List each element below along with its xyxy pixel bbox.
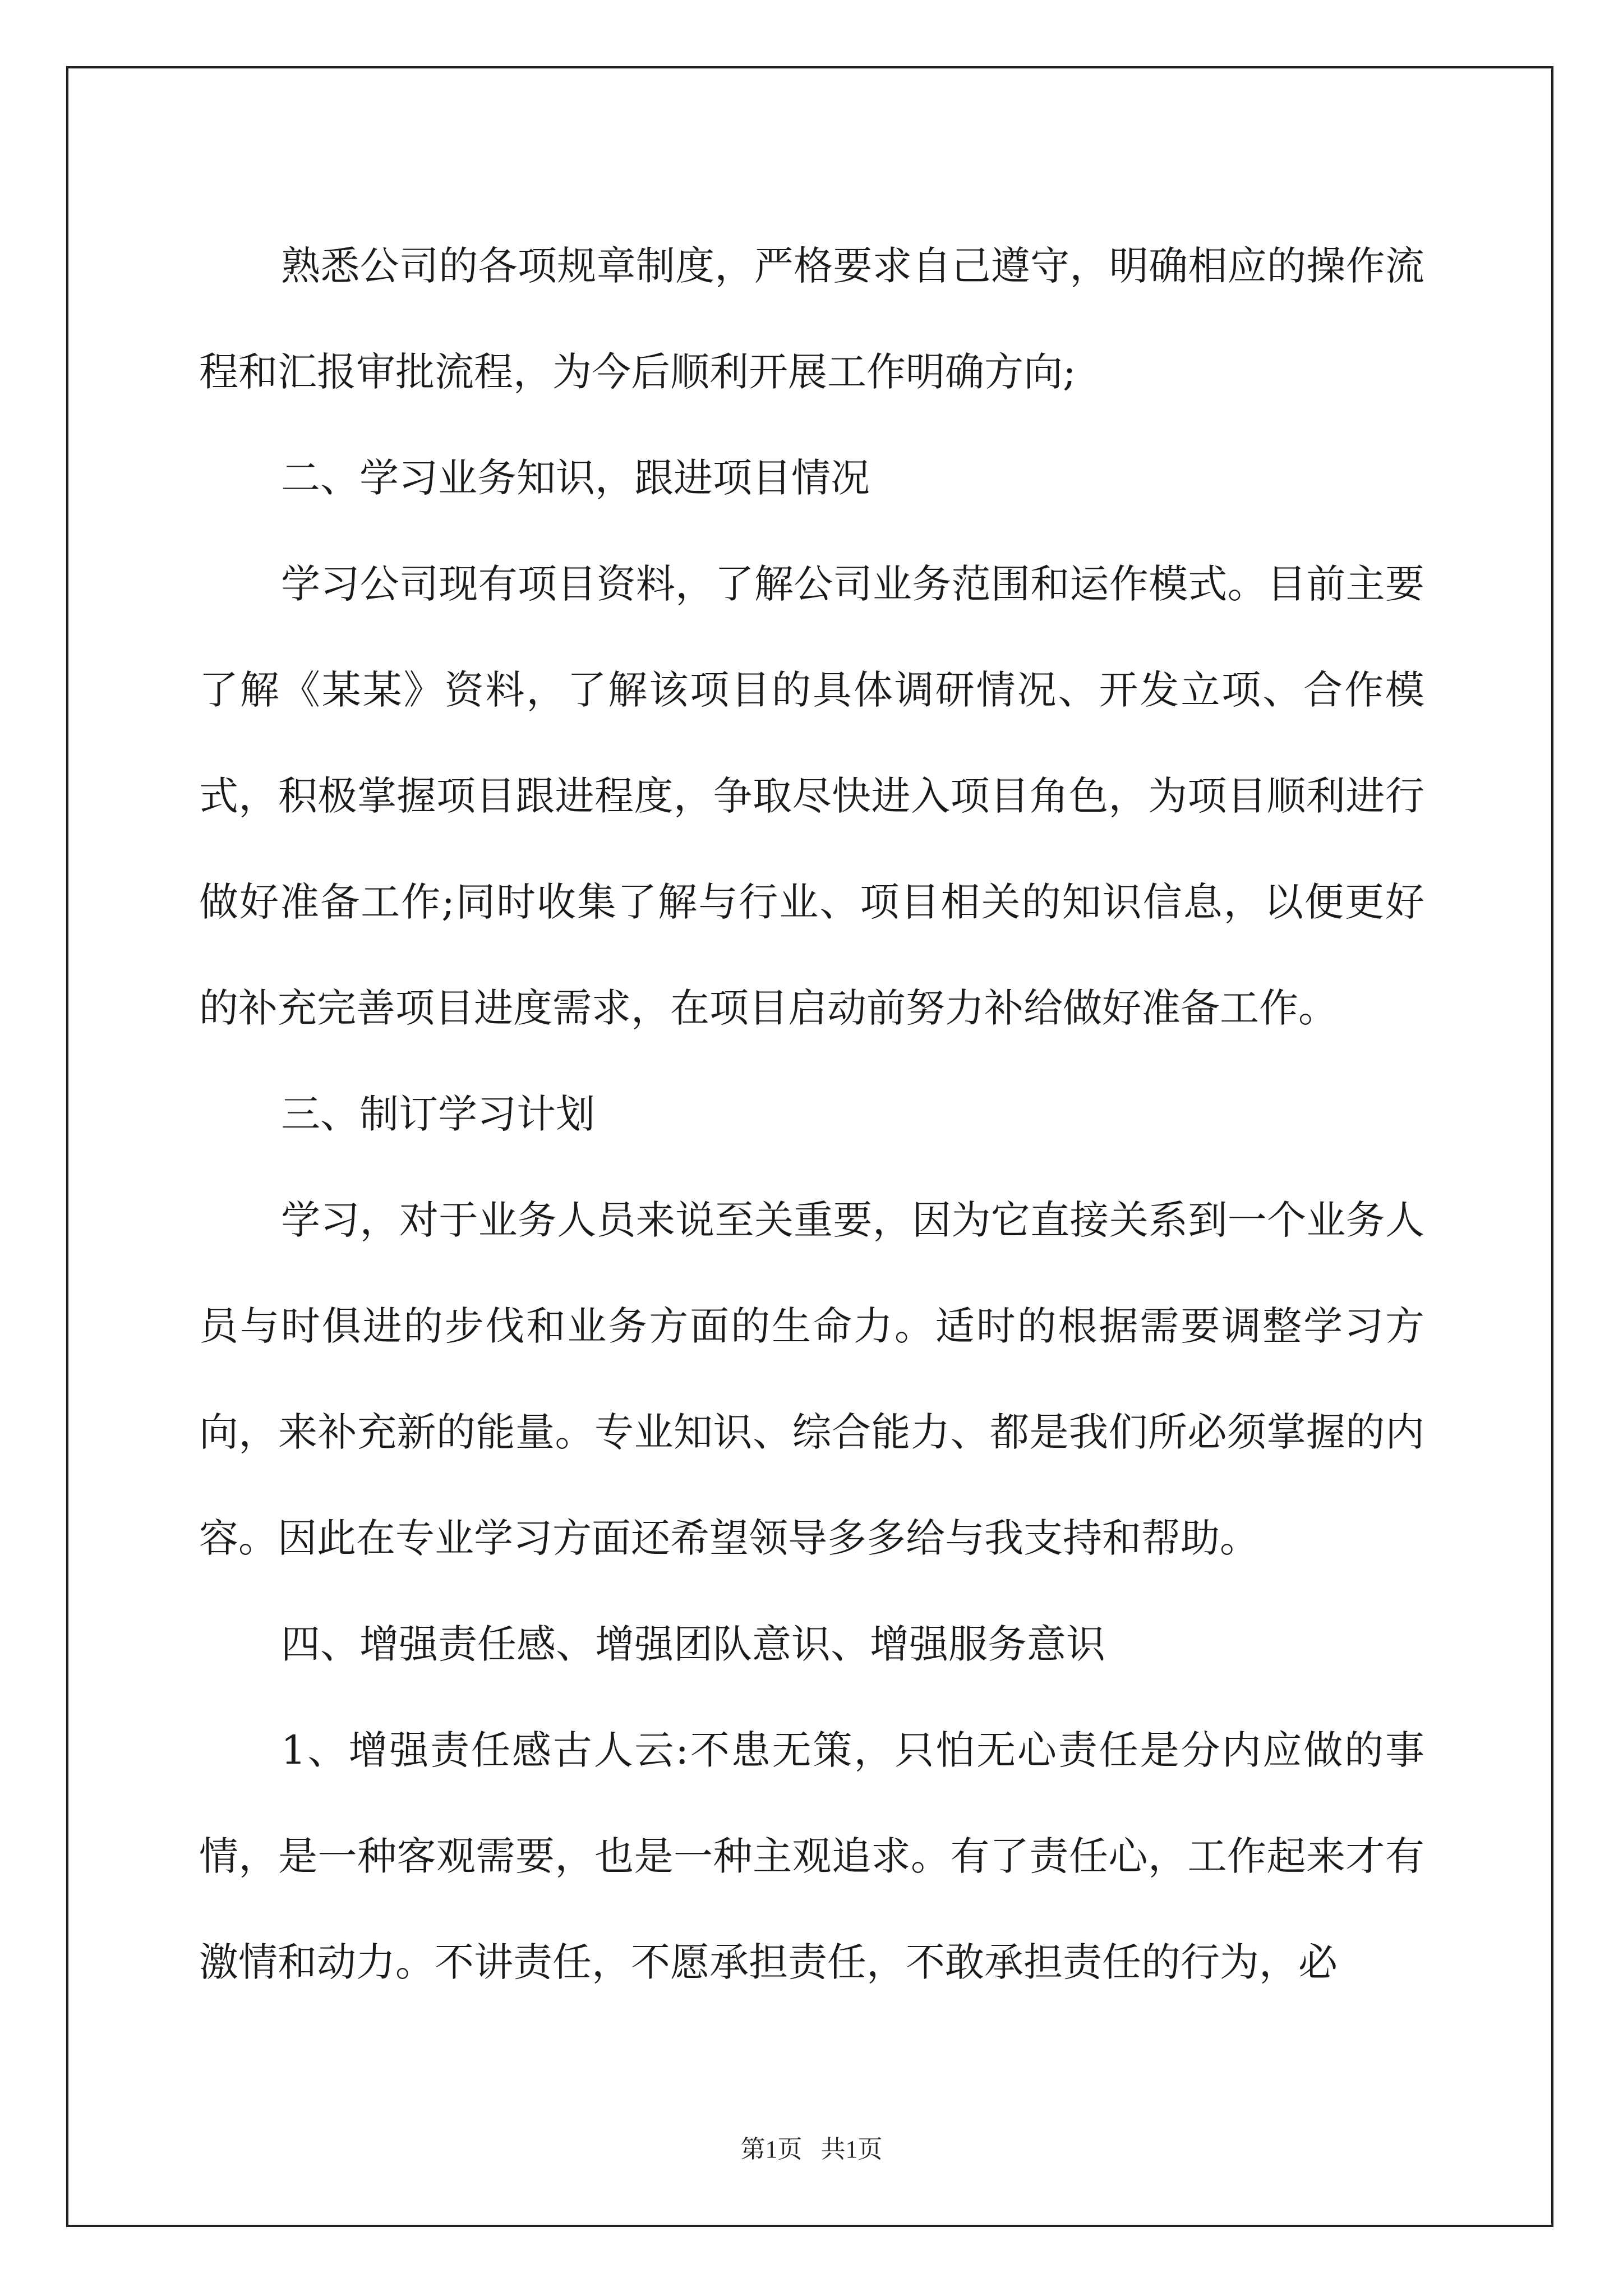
paragraph-2: 学习公司现有项目资料，了解公司业务范围和运作模式。目前主要了解《某某》资料，了解该项目的具体调研情况、开发立项、合作模式，积极掌握项目跟进程度，争取尽快进入项目角色，为项目顺利进行做好准备工作;同时收集了解与行业、项目相关的知识信息，以便更好的补充完善项目进度需求，在项目启动前努力补给做好准备工作。	[199, 561, 1424, 1031]
section-heading-2: 二、学习业务知识，跟进项目情况	[281, 455, 870, 501]
paragraph-3: 学习，对于业务人员来说至关重要，因为它直接关系到一个业务人员与时俱进的步伐和业务方面的生命力。适时的根据需要调整学习方向，来补充新的能量。专业知识、综合能力、都是我们所必须掌握的内容。因此在专业学习方面还希望领导多多给与我支持和帮助。	[199, 1197, 1424, 1561]
section-heading-3: 三、制订学习计划	[281, 1091, 595, 1137]
section-heading-4: 四、增强责任感、增强团队意识、增强服务意识	[281, 1621, 1105, 1667]
page-number-footer: 第1页 共1页	[740, 2136, 883, 2163]
paragraph-4: 1、增强责任感古人云:不患无策，只怕无心责任是分内应做的事情，是一种客观需要，也是一种主观追求。有了责任心，工作起来才有激情和动力。不讲责任，不愿承担责任，不敢承担责任的行为，必	[199, 1727, 1424, 1985]
paragraph-1: 熟悉公司的各项规章制度，严格要求自己遵守，明确相应的操作流程和汇报审批流程，为今后顺利开展工作明确方向;	[199, 243, 1424, 395]
document-body	[199, 213, 1424, 2016]
